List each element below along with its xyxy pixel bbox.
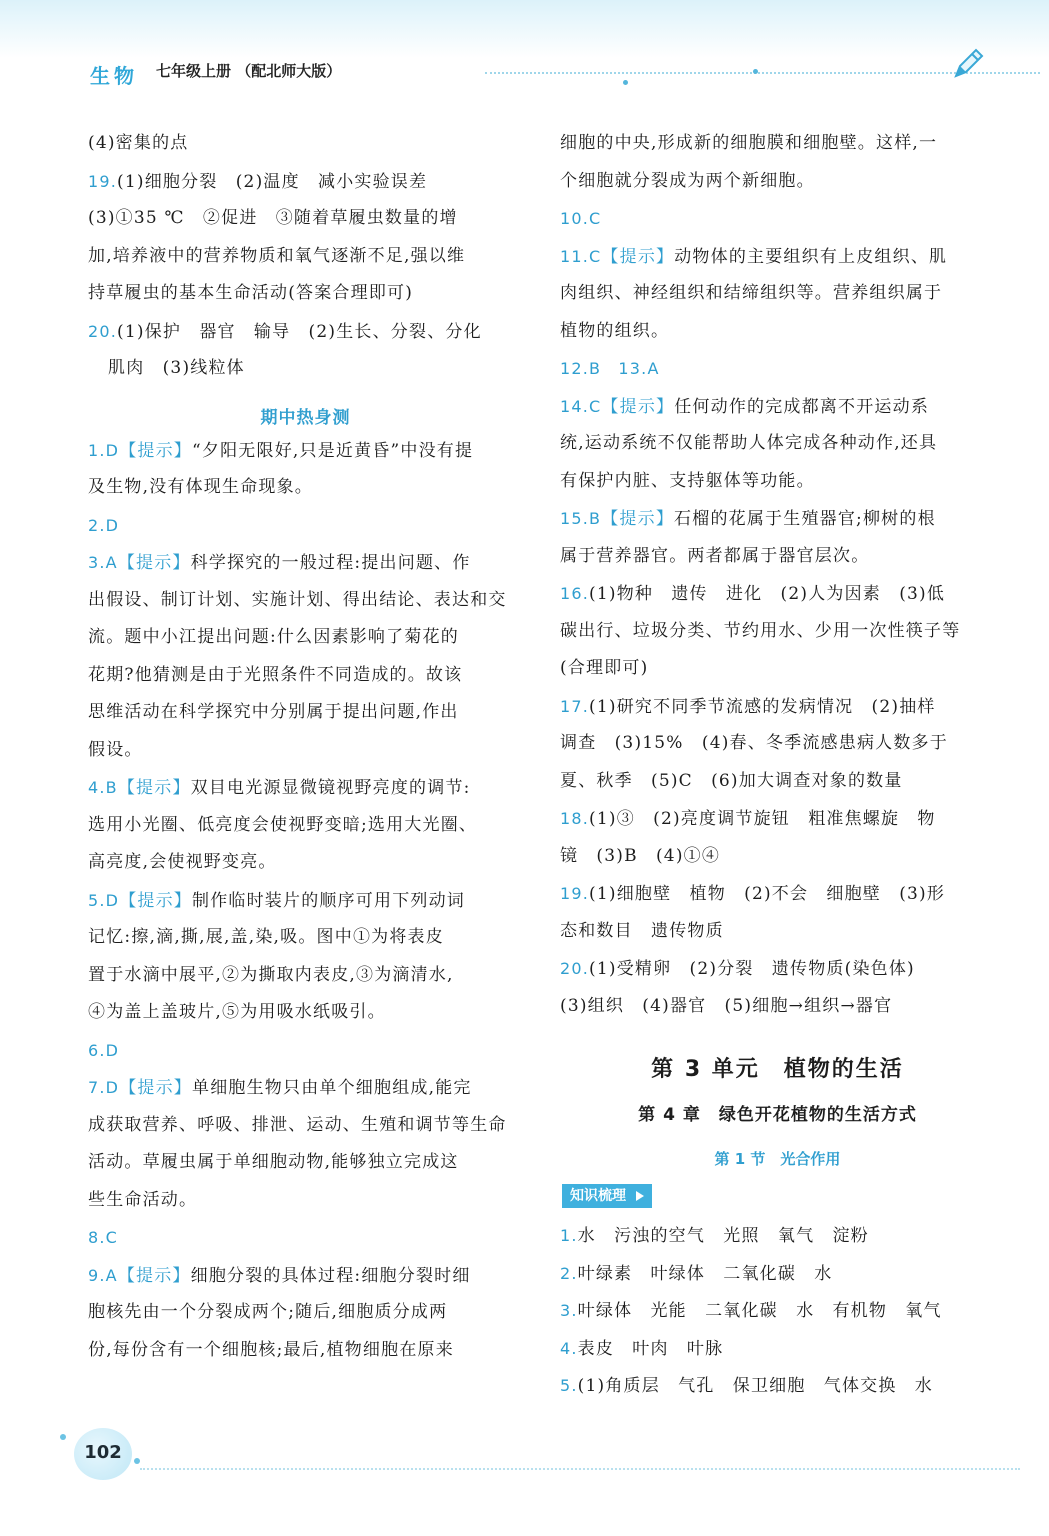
question-number: 16.	[560, 584, 590, 603]
answer-text: 成获取营养、呼吸、排泄、运动、生殖和调节等生命	[88, 1114, 507, 1135]
answer-text: 有保护内脏、支持躯体等功能。	[560, 470, 815, 491]
answer-text: 活动。草履虫属于单细胞动物,能够独立完成这	[88, 1152, 459, 1172]
answer-text: 科学探究的一般过程:提出问题、作	[190, 553, 471, 573]
page-header	[90, 60, 990, 90]
text-line	[88, 1294, 523, 1332]
text-line	[88, 1032, 523, 1070]
footer-divider	[140, 1468, 1020, 1470]
answer-text: 选用小光圈、低亮度会使视野变暗;选用大光圈、	[88, 814, 478, 835]
answer-text: 细胞的中央,形成新的细胞膜和细胞壁。这样,一	[560, 133, 938, 153]
text-line	[560, 763, 995, 801]
subject-label: 生物	[90, 64, 138, 88]
answer-text: 假设。	[88, 739, 143, 760]
text-line	[560, 575, 995, 613]
answer-text: 夏、秋季 (5)C (6)加大调查对象的数量	[560, 770, 903, 791]
answer-text: “夕阳无限好,只是近黄昏”中没有提	[192, 440, 474, 461]
text-line	[88, 619, 523, 657]
text-line	[88, 1069, 523, 1107]
text-line	[560, 688, 995, 726]
top-band	[0, 0, 1049, 58]
text-line	[560, 950, 995, 988]
answer-text: 植物的组织。	[560, 320, 670, 341]
question-number: 19.	[560, 884, 590, 903]
answer-text: 些生命活动。	[88, 1189, 198, 1210]
text-line	[88, 957, 523, 995]
question-number: 4.	[560, 1338, 578, 1358]
text-line	[560, 538, 995, 576]
text-line	[88, 350, 523, 388]
answer-text: 流。题中小江提出问题:什么因素影响了菊花的	[88, 627, 459, 647]
answer-text: 碳出行、垃圾分类、节约用水、少用一次性筷子等	[560, 620, 961, 641]
answer-text: 出假设、制订计划、实施计划、得出结论、表达和交	[88, 589, 507, 610]
text-line	[88, 313, 523, 351]
hint-label: 【提示】	[601, 509, 675, 529]
text-line	[88, 432, 523, 470]
answer-text: (3)①35 ℃ ②促进 ③随着草履虫数量的增	[88, 208, 458, 228]
text-line	[560, 388, 995, 426]
footer-dot	[134, 1458, 140, 1464]
text-line	[88, 544, 523, 582]
question-number: 15.B	[560, 509, 602, 528]
text-line	[88, 919, 523, 957]
question-number: 3.	[560, 1301, 578, 1320]
answer-text: 调查 (3)15% (4)春、冬季流感患病人数多于	[560, 733, 948, 753]
text-line	[88, 1332, 523, 1370]
answer-text: 及生物,没有体现生命现象。	[88, 477, 314, 497]
text-line	[88, 769, 523, 807]
hint-label: 【提示】	[119, 1078, 192, 1098]
hint-label: 【提示】	[601, 396, 675, 417]
text-line	[560, 1217, 995, 1255]
grade-label: 七年级上册 （配北师大版）	[156, 62, 342, 80]
text-line	[88, 1219, 523, 1257]
text-line	[560, 913, 995, 951]
text-line	[560, 1255, 995, 1293]
text-line	[560, 1330, 995, 1368]
hint-label: 【提示】	[119, 890, 192, 911]
answer-text: 持草履虫的基本生命活动(答案合理即可)	[88, 283, 414, 303]
left-column	[88, 125, 523, 1369]
answer-text: 置于水滴中展平,②为撕取内表皮,③为滴清水,	[88, 964, 454, 985]
text-line	[88, 469, 523, 507]
hint-label: 【提示】	[117, 1265, 191, 1286]
question-number: 7.D	[88, 1078, 120, 1097]
text-line	[88, 163, 523, 201]
answer-text: 细胞分裂的具体过程:细胞分裂时细	[190, 1265, 471, 1286]
text-line	[560, 125, 995, 163]
knowledge-badge	[562, 1184, 652, 1208]
text-line	[560, 1367, 995, 1405]
answer-text: (合理即可)	[560, 658, 649, 678]
text-line	[560, 988, 995, 1026]
text-line	[88, 694, 523, 732]
question-number: 5.D	[88, 890, 120, 910]
answer-text: 制作临时装片的顺序可用下列动词	[192, 890, 465, 911]
text-line	[88, 1257, 523, 1295]
text-line	[88, 1182, 523, 1220]
question-number: 9.A	[88, 1265, 118, 1285]
question-number: 3.A	[88, 553, 118, 572]
answer-text: 份,每份含有一个细胞核;最后,植物细胞在原来	[88, 1339, 454, 1360]
question-number: 4.B	[88, 778, 118, 797]
header-dot	[623, 80, 628, 85]
text-line	[88, 844, 523, 882]
question-number: 2.	[560, 1263, 578, 1283]
text-line	[560, 200, 995, 238]
text-line	[560, 613, 995, 651]
text-line	[560, 500, 995, 538]
question-number: 5.	[560, 1376, 578, 1395]
question-number: 6.D	[88, 1040, 120, 1060]
question-number: 1.	[560, 1226, 578, 1245]
play-icon	[636, 1191, 644, 1201]
text-line	[88, 657, 523, 695]
answer-text: 肉组织、神经组织和结缔组织等。营养组织属于	[560, 283, 943, 303]
text-line	[88, 125, 523, 163]
question-number: 14.C	[560, 396, 602, 416]
answer-text: (1)细胞壁 植物 (2)不会 细胞壁 (3)形	[589, 884, 946, 904]
answer-text: (1)角质层 气孔 保卫细胞 气体交换 水	[577, 1376, 933, 1396]
answer-text: 高亮度,会使视野变亮。	[88, 852, 277, 872]
right-column	[560, 125, 995, 1405]
midterm-title: 期中热身测	[260, 407, 351, 428]
answer-text: 单细胞生物只由单个细胞组成,能完	[192, 1078, 472, 1098]
text-line	[560, 313, 995, 351]
text-line	[560, 425, 995, 463]
question-number: 19.	[88, 171, 118, 191]
question-number: 20.	[88, 321, 118, 341]
text-line	[560, 875, 995, 913]
section-title: 第 1 节 光合作用	[714, 1150, 841, 1168]
text-line	[88, 200, 523, 238]
answer-text: 叶绿体 光能 二氧化碳 水 有机物 氧气	[577, 1301, 942, 1321]
page-footer	[60, 1428, 1020, 1488]
question-number: 8.C	[88, 1228, 119, 1247]
text-line	[88, 238, 523, 276]
pen-icon	[950, 46, 986, 82]
text-line	[88, 275, 523, 313]
answer-text: (1)研究不同季节流感的发病情况 (2)抽样	[589, 696, 936, 717]
header-dot	[753, 69, 758, 74]
answer-text: (3)组织 (4)器官 (5)细胞→组织→器官	[560, 995, 893, 1016]
text-line	[88, 732, 523, 770]
hint-label: 【提示】	[601, 246, 675, 267]
question-number: 17.	[560, 696, 590, 716]
answer-text: 思维活动在科学探究中分别属于提出问题,作出	[88, 702, 459, 722]
answer-text: 双目电光源显微镜视野亮度的调节:	[190, 778, 471, 798]
text-line	[560, 238, 995, 276]
text-line	[560, 800, 995, 838]
text-line	[88, 1144, 523, 1182]
answer-text: 表皮 叶肉 叶脉	[577, 1338, 724, 1359]
hint-label: 【提示】	[117, 778, 191, 798]
answer-text: 属于营养器官。两者都属于器官层次。	[560, 545, 870, 566]
answer-text: 水 污浊的空气 光照 氧气 淀粉	[577, 1226, 869, 1246]
answer-text: (1)③ (2)亮度调节旋钮 粗准焦螺旋 物	[589, 809, 936, 829]
answer-text: (1)保护 器官 输导 (2)生长、分裂、分化	[117, 321, 482, 342]
text-line	[88, 807, 523, 845]
page-number: 102	[84, 1442, 122, 1463]
answer-text: (1)物种 遗传 进化 (2)人为因素 (3)低	[589, 584, 946, 604]
answer-text: ④为盖上盖玻片,⑤为用吸水纸吸引。	[88, 1002, 386, 1022]
text-line	[560, 725, 995, 763]
answer-text: (1)受精卵 (2)分裂 遗传物质(染色体)	[589, 959, 915, 979]
text-line	[88, 994, 523, 1032]
text-line	[560, 463, 995, 501]
text-line	[88, 882, 523, 920]
footer-dot	[60, 1434, 66, 1440]
text-line	[560, 275, 995, 313]
text-line	[88, 1107, 523, 1145]
answer-text: 动物体的主要组织有上皮组织、肌	[674, 246, 948, 267]
hint-label: 【提示】	[119, 440, 192, 461]
unit-title: 第 3 单元 植物的生活	[651, 1057, 904, 1082]
question-number: 2.D	[88, 515, 120, 535]
hint-label: 【提示】	[117, 553, 191, 573]
question-number: 1.D	[88, 440, 120, 460]
text-line	[88, 507, 523, 545]
question-number: 11.C	[560, 246, 602, 266]
question-number: 18.	[560, 809, 590, 828]
answer-text: (1)细胞分裂 (2)温度 减小实验误差	[117, 171, 428, 192]
text-line	[560, 350, 995, 388]
text-line	[560, 163, 995, 201]
text-line	[560, 650, 995, 688]
knowledge-badge-label: 知识梳理	[570, 1188, 626, 1204]
question-number: 12.B 13.A	[560, 359, 660, 378]
answer-text: 任何动作的完成都离不开运动系	[674, 396, 930, 417]
answer-text: 叶绿素 叶绿体 二氧化碳 水	[577, 1263, 833, 1284]
text-line	[560, 838, 995, 876]
answer-text: 肌肉 (3)线粒体	[108, 358, 245, 378]
answer-text: 统,运动系统不仅能帮助人体完成各种动作,还具	[560, 433, 938, 453]
answer-text: 镜 (3)B (4)①④	[560, 845, 721, 866]
answer-text: 记忆:擦,滴,撕,展,盖,染,吸。图中①为将表皮	[88, 927, 444, 947]
answer-text: 加,培养液中的营养物质和氧气逐渐不足,强以维	[88, 245, 466, 266]
answer-text: 胞核先由一个分裂成两个;随后,细胞质分成两	[88, 1302, 448, 1322]
question-number: 20.	[560, 959, 590, 978]
answer-text: (4)密集的点	[88, 133, 189, 153]
answer-text: 态和数目 遗传物质	[560, 920, 724, 941]
text-line	[560, 1292, 995, 1330]
chapter-title: 第 4 章 绿色开花植物的生活方式	[638, 1105, 917, 1125]
question-number: 10.C	[560, 209, 602, 228]
answer-text: 个细胞就分裂成为两个新细胞。	[560, 170, 815, 191]
answer-text: 花期?他猜测是由于光照条件不同造成的。故该	[88, 664, 463, 685]
answer-text: 石榴的花属于生殖器官;柳树的根	[674, 509, 936, 529]
text-line	[88, 582, 523, 620]
